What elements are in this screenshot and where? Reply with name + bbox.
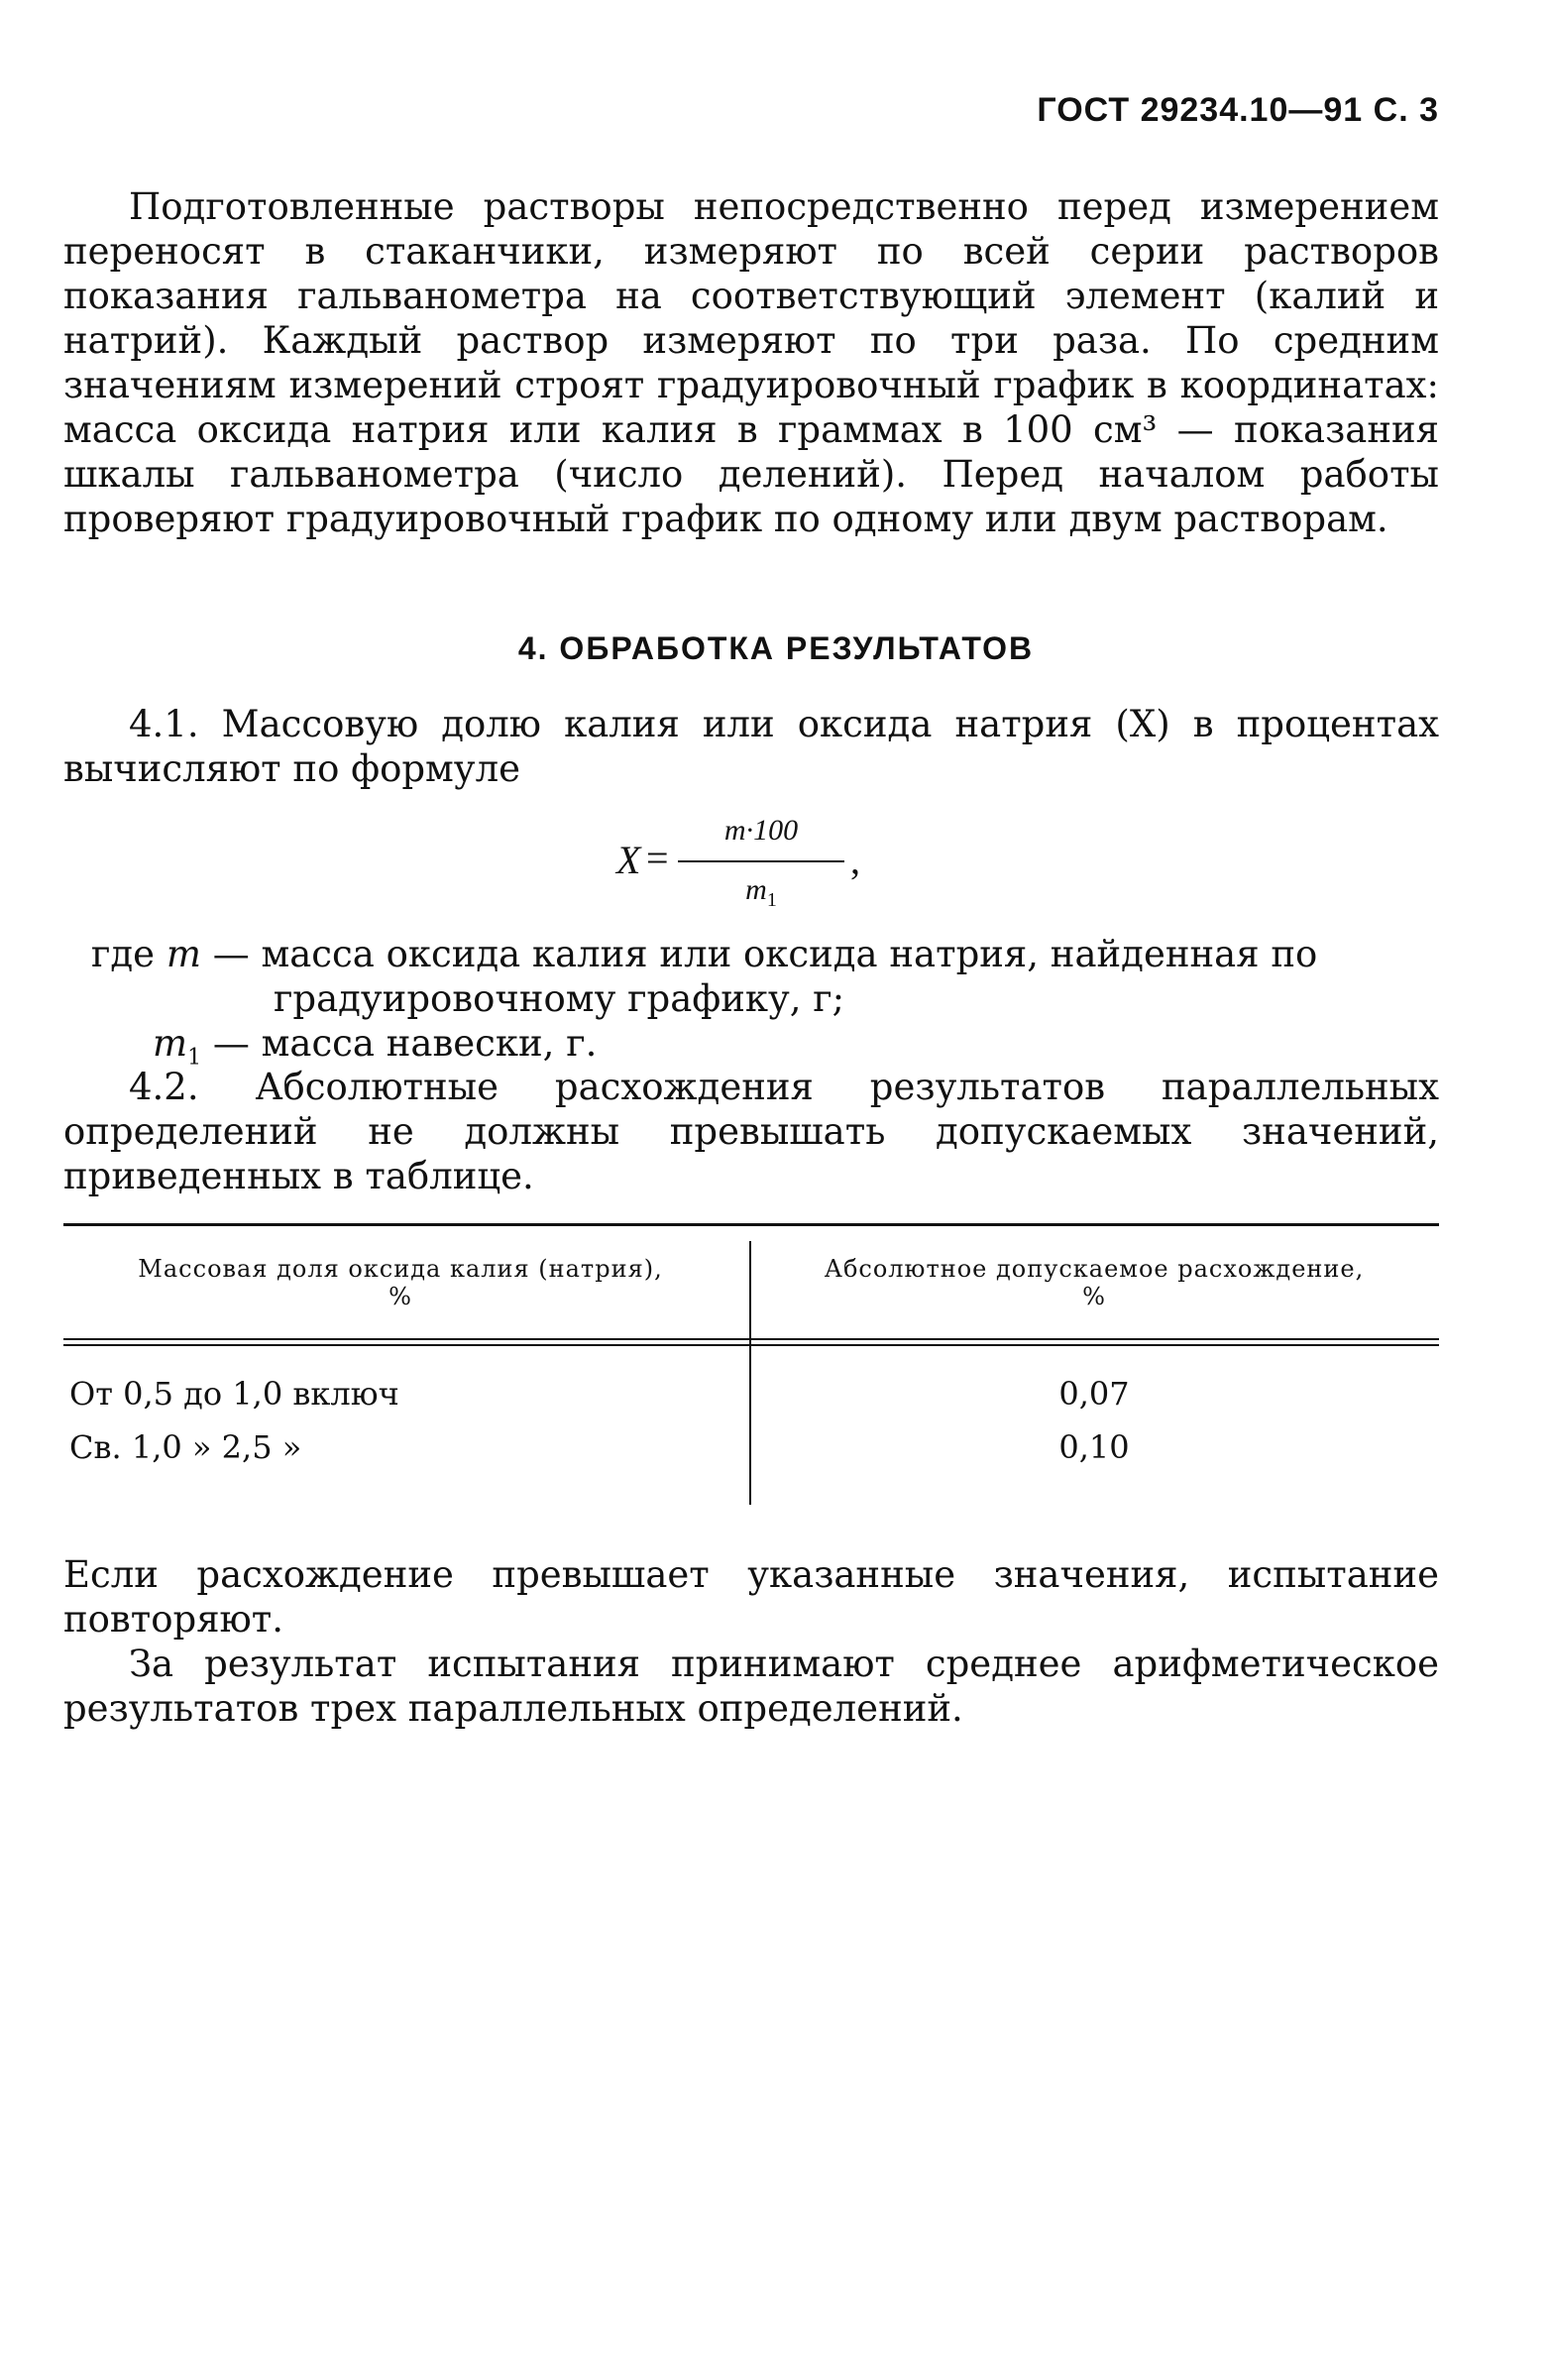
table-header-rule [63,1338,1439,1340]
formula [616,813,874,922]
formula-fraction [678,813,844,920]
m-definition-cont: градуировочному графику, г; [274,977,845,1020]
intro-paragraph: Подготовленные растворы непосредственно перед измерением переносят в стаканчики, измеряют по всей серии растворов показания гальванометра на соответствующий элемент (калий и натрий). Каждый раствор измеряют по три раза. По средним значениям измерений строят градуировочный график в координатах: масса оксида натрия или калия в граммах в 100 см³ — показания шкалы гальванометра (число делений). Перед началом работы проверяют градуировочный график по одному или двум растворам. [63,185,1439,540]
table-row-2-value: 0,10 [1058,1428,1130,1466]
result-paragraph: За результат испытания принимают среднее арифметическое результатов трех параллельных определений. [63,1643,1439,1730]
tolerance-table [63,1223,1439,1505]
table-header-tolerance: Абсолютное допускаемое расхождение, % [824,1255,1365,1310]
fraction-bar [678,860,844,862]
table-header-rule-double [63,1344,1439,1346]
formula-comma: , [850,838,860,882]
m-definition: — масса оксида калия или оксида натрия, найденная по [212,933,1318,975]
formula-legend [63,932,1439,1079]
clause-4-2: 4.2. Абсолютные расхождения результатов параллельных определений не должны превышать допускаемых значений, приведенных в таблице. [63,1066,1439,1197]
formula-numerator: m·100 [723,814,799,847]
symbol-m: m [166,933,201,975]
formula-lhs: X [616,838,641,882]
legend-m: где m — масса оксида калия или оксида натрия, найденная по [91,933,1318,975]
clause-4-1: 4.1. Массовую долю калия или оксида натрия (X) в процентах вычисляют по формуле [63,703,1439,790]
section-title: 4. ОБРАБОТКА РЕЗУЛЬТАТОВ [517,630,1035,666]
m1-definition: — масса навески, г. [212,1022,598,1065]
table-top-rule [63,1223,1439,1226]
page-header: ГОСТ 29234.10—91 С. 3 [1037,91,1439,129]
repeat-paragraph: Если расхождение превышает указанные значения, испытание повторяют. [63,1553,1439,1641]
table-row-1-value: 0,07 [1058,1375,1130,1413]
table-row-2-range: Св. 1,0 » 2,5 » [69,1428,302,1466]
formula-denominator: $m_1$ [745,873,777,911]
symbol-m1: m [153,1022,188,1065]
formula-equals: = [646,836,669,880]
legend-m1: $m_1$ — масса навески, г. [153,1022,598,1071]
table-row-1-range: От 0,5 до 1,0 включ [69,1375,399,1413]
table-header-fraction: Массовая доля оксида калия (натрия), % [138,1255,663,1310]
